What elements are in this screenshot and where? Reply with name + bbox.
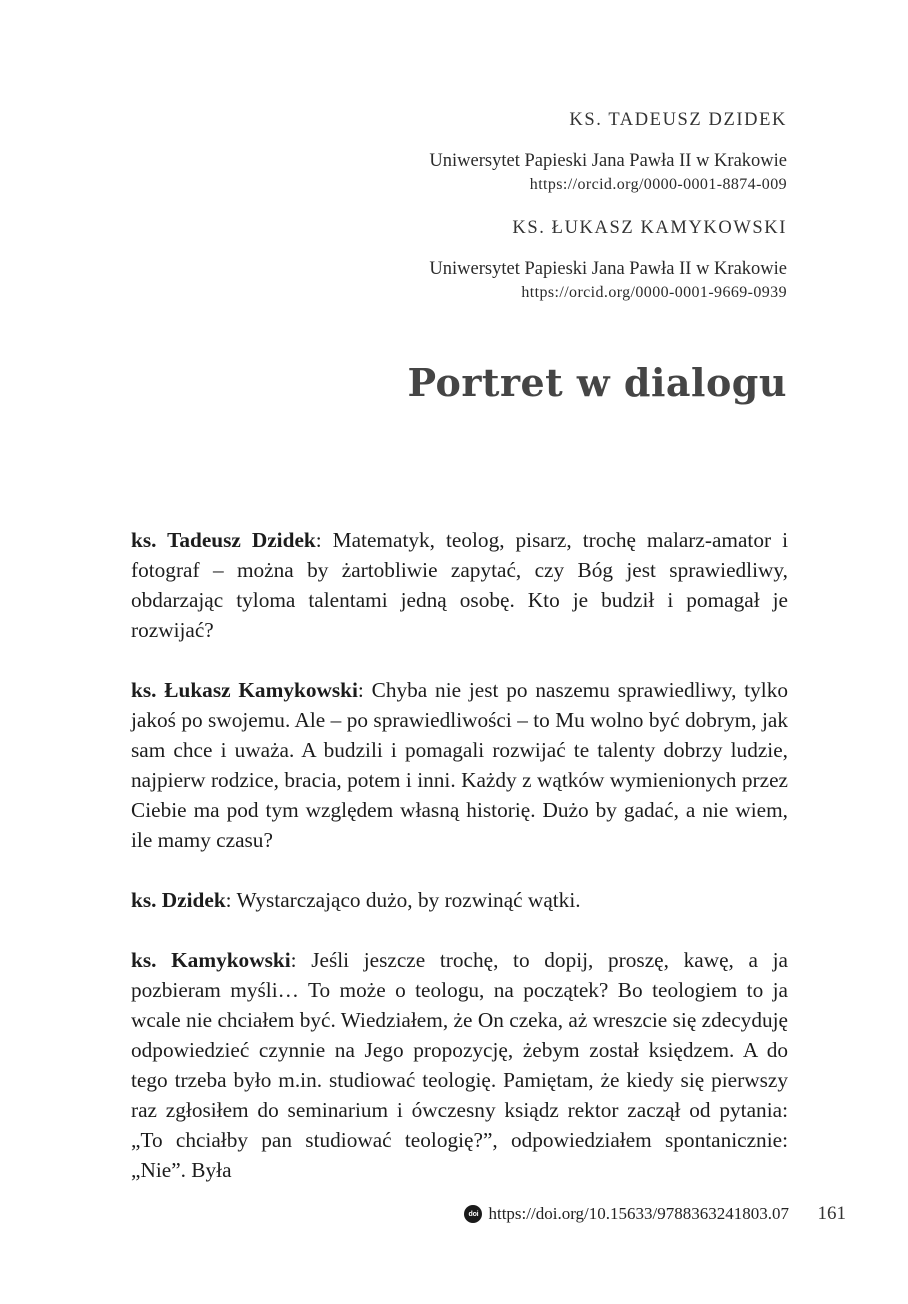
speaker-name: ks. Łukasz Kamykowski [131,678,358,702]
speaker-name: ks. Tadeusz Dzidek [131,528,316,552]
doi-icon: doi [464,1205,482,1223]
author-name: KS. ŁUKASZ KAMYKOWSKI [512,218,787,238]
paragraph-text: : Chyba nie jest po naszemu sprawiedliwy, tylko jakoś po swojemu. Ale – po sprawiedliwości – to Mu wolno być dobrym, jak sam chce i uważa. A budzili i pomagali rozwijać te talenty dobrzy ludzie, najpierw rodzice, bracia, potem i inni. Każdy z wątków wymienionych przez Ciebie ma pod tym względem własną historię. Dużo by gadać, a nie wiem, ile mamy czasu? [131,678,788,852]
author-orcid[interactable]: https://orcid.org/0000-0001-9669-0939 [521,284,787,301]
dialogue-paragraph [131,885,788,915]
speaker-name: ks. Kamykowski [131,948,291,972]
author-block [227,108,787,304]
speaker-name: ks. Dzidek [131,888,226,912]
author-affiliation: Uniwersytet Papieski Jana Pawła II w Krakowie [429,151,787,171]
author-affiliation: Uniwersytet Papieski Jana Pawła II w Krakowie [429,259,787,279]
doi-link[interactable]: https://doi.org/10.15633/9788363241803.07 [488,1204,789,1223]
dialogue-paragraph [131,525,788,645]
author-name: KS. TADEUSZ DZIDEK [569,110,787,130]
page-footer [0,1200,908,1228]
dialogue-body [131,525,788,1215]
article-title: Portret w dialogu [407,360,787,405]
author-orcid[interactable]: https://orcid.org/0000-0001-8874-009 [529,176,787,193]
dialogue-paragraph [131,675,788,855]
doi-reference [464,1200,789,1228]
paragraph-text: : Jeśli jeszcze trochę, to dopij, proszę, kawę, a ja pozbieram myśli… To może o teologu, na początek? Bo teologiem to ja wcale nie chciałem być. Wiedziałem, że On czeka, aż wreszcie się zdecyduję odpowiedzieć czynnie na Jego propozycję, żebym został księdzem. A do tego trzeba było m.in. studiować teologię. Pamiętam, że kiedy się pierwszy raz zgłosiłem do seminarium i ówczesny ksiądz rektor zaczął od pytania: „To chciałby pan studiować teologię?”, odpowiedziałem spontanicznie: „Nie”. Była [131,948,788,1182]
dialogue-paragraph [131,945,788,1185]
paragraph-text: : Wystarczająco dużo, by rozwinąć wątki. [225,888,581,912]
paragraph-text: : Matematyk, teolog, pisarz, trochę malarz-amator i fotograf – można by żartobliwie zapytać, czy Bóg jest sprawiedliwy, obdarzając tyloma talentami jedną osobę. Kto je budził i pomagał je rozwijać? [131,528,788,642]
page-number: 161 [817,1203,846,1224]
